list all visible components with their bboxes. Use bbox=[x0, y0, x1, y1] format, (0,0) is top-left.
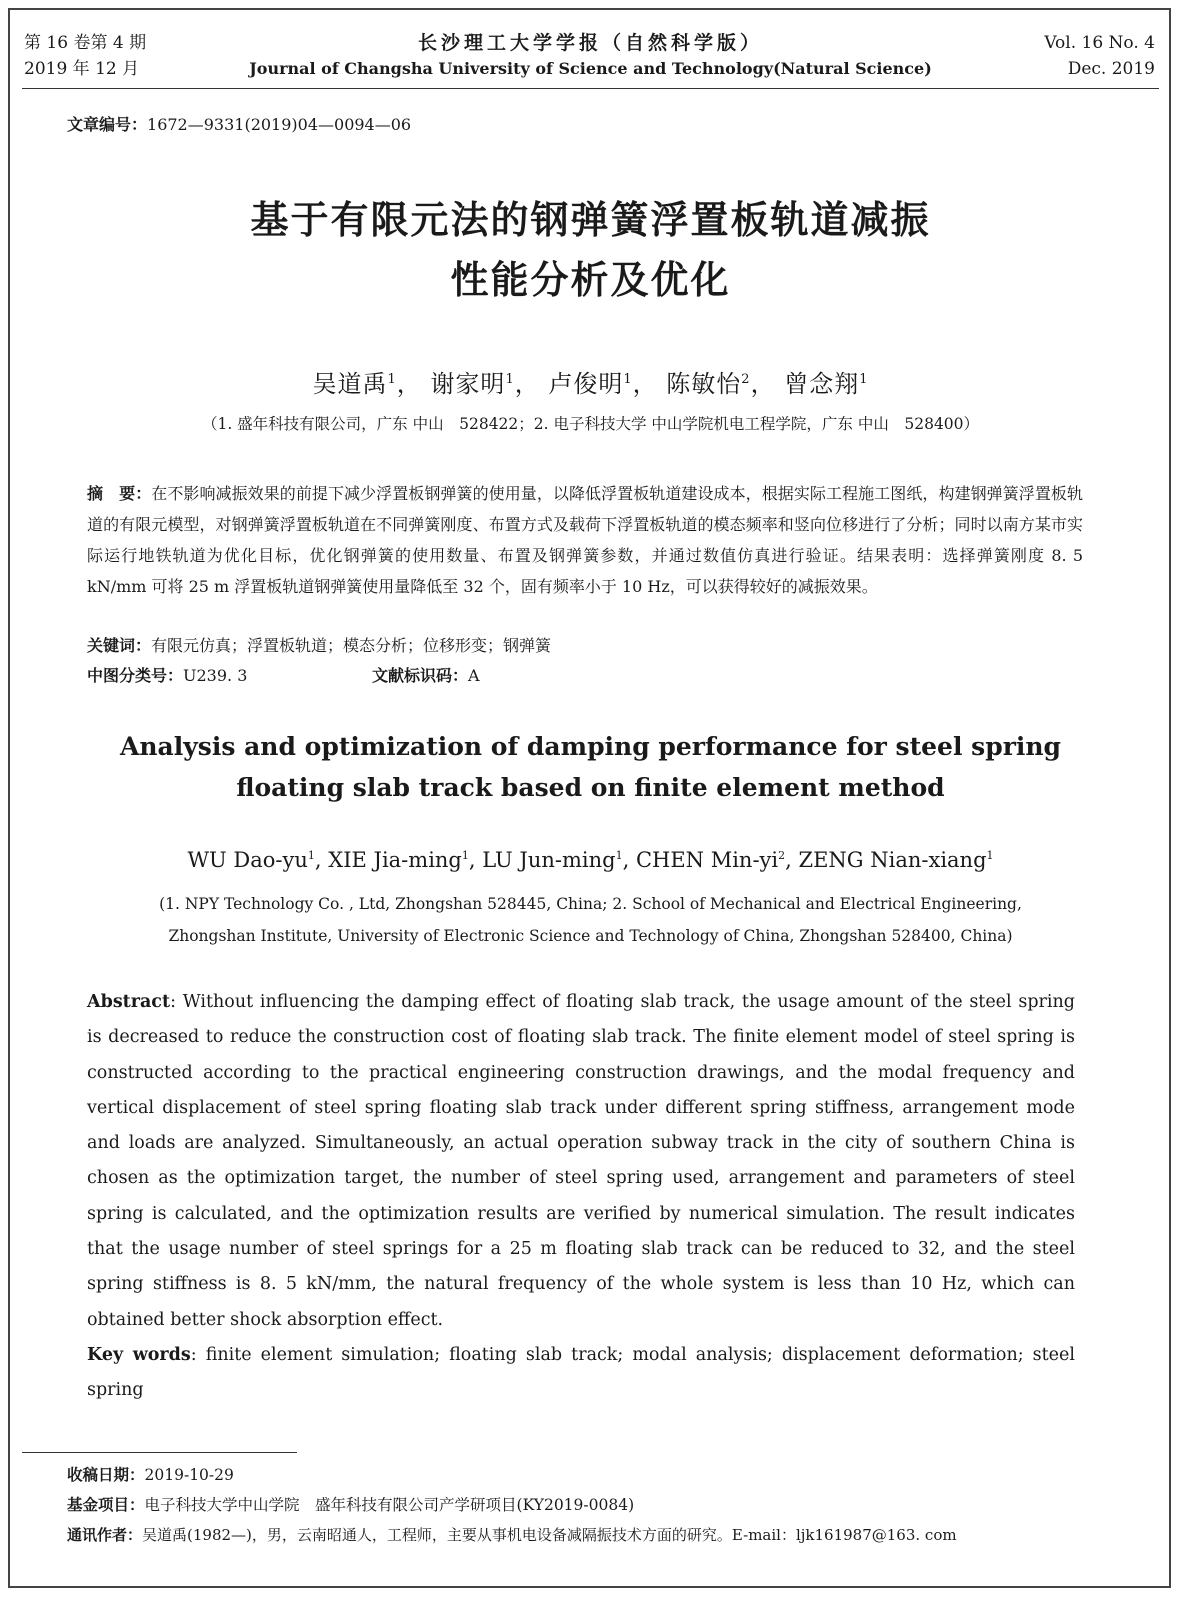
abstract-en-paragraph: Abstract: Without influencing the damping effect of floating slab track, the usage amount of the steel spring is decreased to reduce the construction cost of floating slab track. The finite element model of steel spring is constructed according to the practical engineering construction drawings, and the modal frequency and vertical displacement of steel spring floating slab track under different spring stiffness, arrangement mode and loads are analyzed. Simultaneously, an actual operation subway track in the city of southern China is chosen as the optimization target, the number of steel spring used, arrangement and parameters of steel spring is calculated, and the optimization results are verified by numerical simulation. The result indicates that the usage number of steel springs for a 25 m floating slab track can be reduced to 32, and the steel spring stiffness is 8. 5 kN/mm, the natural frequency of the whole system is less than 10 Hz, which can obtained better shock absorption effect. bbox=[87, 992, 1075, 1330]
volume-cn: 第 16 卷第 4 期 bbox=[24, 33, 147, 53]
journal-header bbox=[0, 22, 1181, 92]
author-en-sup: 1 bbox=[307, 849, 315, 862]
date-cn: 2019 年 12 月 bbox=[24, 59, 140, 79]
author-cn: 曾念翔 bbox=[784, 370, 860, 398]
abstract-cn-text: 在不影响减振效果的前提下减少浮置板钢弹簧的使用量，以降低浮置板轨道建设成本，根据实际工程施工图纸，构建钢弹簧浮置板轨道的有限元模型，对钢弹簧浮置板轨道在不同弹簧刚度、布置方式及载荷下浮置板轨道的模态频率和竖向位移进行了分析；同时以南方某市实际运行地铁轨道为优化目标，优化钢弹簧的使用数量、布置及钢弹簧参数，并通过数值仿真进行验证。结果表明：选择弹簧刚度 8. 5 kN/mm 可将 25 m 浮置板轨道钢弹簧使用量降低至 32 个，固有频率小于 10 Hz，可以获得较好的减振效果。 bbox=[87, 484, 1083, 596]
title-en-line1: Analysis and optimization of damping performance for steel spring bbox=[119, 732, 1062, 761]
abstract-en bbox=[87, 985, 1075, 1409]
title-cn-line2: 性能分析及优化 bbox=[450, 258, 731, 302]
footnote-received bbox=[67, 1463, 234, 1485]
clc-number bbox=[87, 663, 247, 686]
affiliation-en-line1: (1. NPY Technology Co. , Ltd, Zhongshan 528445, China; 2. School of Mechanical and Electrical Engineering, bbox=[159, 895, 1022, 913]
document-code bbox=[372, 663, 480, 686]
corresponding-author-value: 吴道禹(1982—)，男，云南昭通人，工程师，主要从事机电设备减隔振技术方面的研究。E-mail：ljk161987@163. com bbox=[142, 1526, 957, 1544]
title-en bbox=[0, 726, 1181, 808]
clc-label: 中图分类号： bbox=[87, 666, 184, 685]
keywords-cn-label: 关键词： bbox=[87, 636, 152, 655]
header-right bbox=[1044, 30, 1155, 82]
author-en-sup: 1 bbox=[615, 849, 623, 862]
article-number-value: 1672—9331(2019)04—0094—06 bbox=[147, 115, 412, 134]
abstract-cn-label: 摘 要： bbox=[87, 484, 152, 503]
author-cn-sup: 1 bbox=[859, 372, 869, 387]
author-en: ZENG Nian-xiang bbox=[798, 848, 987, 872]
authors-cn: 吴道禹$^1$， 谢家明$^1$， 卢俊明$^1$， 陈敏怡$^2$， 曾念翔$^1$ bbox=[312, 370, 869, 398]
footnote-author bbox=[67, 1524, 957, 1545]
keywords-en-label: Key words bbox=[87, 1344, 191, 1365]
affiliation-en-line2: Zhongshan Institute, University of Electronic Science and Technology of China, Zhongshan 528400, China) bbox=[168, 927, 1013, 945]
fund-label: 基金项目： bbox=[67, 1496, 145, 1514]
author-cn-sup: 2 bbox=[741, 372, 751, 387]
author-cn: 卢俊明 bbox=[548, 370, 624, 398]
author-cn: 谢家明 bbox=[430, 370, 506, 398]
author-en: WU Dao-yu bbox=[187, 848, 308, 872]
fund-value: 电子科技大学中山学院 盛年科技有限公司产学研项目(KY2019-0084) bbox=[144, 1496, 635, 1514]
abstract-en-text: Without influencing the damping effect of floating slab track, the usage amount of the steel spring is decreased to reduce the construction cost of floating slab track. The finite element model of steel spring is constructed according to the practical engineering construction drawings, and the modal frequency and vertical displacement of steel spring floating slab track under different spring stiffness, arrangement mode and loads are analyzed. Simultaneously, an actual operation subway track in the city of southern China is chosen as the optimization target, the number of steel spring used, arrangement and parameters of steel spring is calculated, and the optimization results are verified by numerical simulation. The result indicates that the usage number of steel springs for a 25 m floating slab track can be reduced to 32, and the steel spring stiffness is 8. 5 kN/mm, the natural frequency of the whole system is less than 10 Hz, which can obtained better shock absorption effect. bbox=[87, 992, 1075, 1330]
author-cn: 陈敏怡 bbox=[666, 370, 742, 398]
volume-en: Vol. 16 No. 4 bbox=[1044, 33, 1155, 53]
keywords-en-text: finite element simulation; floating slab track; modal analysis; displacement deformation; steel spring bbox=[87, 1344, 1075, 1401]
received-value: 2019-10-29 bbox=[144, 1466, 234, 1484]
keywords-en: Key words: finite element simulation; floating slab track; modal analysis; displacement deformation; steel spring bbox=[87, 1344, 1075, 1401]
abstract-en-label: Abstract bbox=[87, 992, 171, 1012]
corresponding-author-label: 通讯作者： bbox=[67, 1526, 143, 1544]
date-en: Dec. 2019 bbox=[1067, 59, 1155, 79]
author-cn-sup: 1 bbox=[505, 372, 515, 387]
author-en-sup: 2 bbox=[778, 849, 786, 862]
authors-en: WU Dao-$yu^1$, XIE Jia-ming$^1$, LU Jun-ming$^1$, CHEN Min-$yi^2$, ZENG Nian-xiang$^1$ bbox=[187, 848, 994, 872]
affiliation-cn: （1. 盛年科技有限公司，广东 中山 528422；2. 电子科技大学 中山学院机电工程学院，广东 中山 528400） bbox=[201, 415, 980, 433]
article-number-label: 文章编号： bbox=[67, 115, 148, 134]
received-label: 收稿日期： bbox=[67, 1466, 145, 1484]
author-en: XIE Jia-ming bbox=[328, 848, 462, 872]
header-center bbox=[0, 30, 1181, 82]
article-number bbox=[67, 112, 411, 135]
clc-value: U239. 3 bbox=[183, 666, 248, 685]
keywords-cn bbox=[87, 633, 551, 656]
doc-code-label: 文献标识码： bbox=[372, 666, 469, 685]
footnote-rule bbox=[22, 1452, 297, 1453]
author-en: CHEN Min-yi bbox=[635, 848, 779, 872]
title-en-line2: floating slab track based on finite element method bbox=[236, 773, 945, 802]
author-cn: 吴道禹 bbox=[312, 370, 388, 398]
author-cn-sup: 1 bbox=[623, 372, 633, 387]
author-en-sup: 1 bbox=[461, 849, 469, 862]
abstract-cn bbox=[87, 478, 1083, 602]
journal-name-en: Journal of Changsha University of Science and Technology(Natural Science) bbox=[249, 59, 932, 78]
author-en: LU Jun-ming bbox=[482, 848, 616, 872]
header-rule bbox=[22, 88, 1159, 89]
title-cn bbox=[0, 190, 1181, 310]
doc-code-value: A bbox=[468, 666, 480, 685]
title-cn-line1: 基于有限元法的钢弹簧浮置板轨道减振 bbox=[250, 198, 931, 242]
journal-name-cn: 长沙理工大学学报（自然科学版） bbox=[417, 32, 763, 54]
footnote-fund bbox=[67, 1493, 634, 1515]
author-cn-sup: 1 bbox=[387, 372, 397, 387]
keywords-cn-text: 有限元仿真；浮置板轨道；模态分析；位移形变；钢弹簧 bbox=[151, 636, 552, 655]
affiliation-en bbox=[0, 888, 1181, 952]
author-en-sup: 1 bbox=[986, 849, 994, 862]
